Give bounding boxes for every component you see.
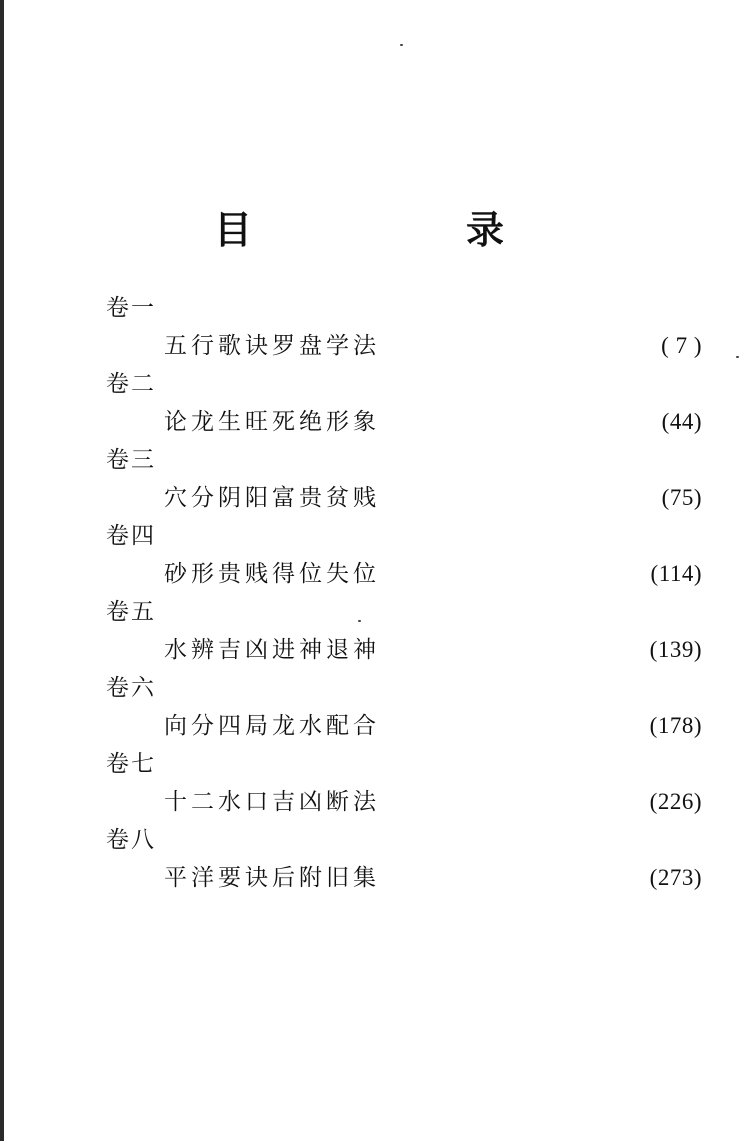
- entry-title: 论龙生旺死绝形象: [164, 409, 380, 435]
- table-of-contents: [106, 286, 706, 894]
- toc-entry[interactable]: [164, 860, 702, 896]
- page-number: (139): [649, 637, 702, 662]
- volume-label: 卷二: [106, 371, 156, 397]
- dot-leader: [396, 860, 642, 896]
- volume-label: 卷六: [106, 675, 156, 701]
- volume-label: 卷七: [106, 751, 156, 777]
- volume-label: 卷四: [106, 523, 156, 549]
- dot-leader: [396, 480, 654, 516]
- dot-leader: [396, 404, 654, 440]
- toc-entry[interactable]: [164, 708, 702, 744]
- toc-entry[interactable]: [164, 632, 702, 668]
- toc-entry[interactable]: [164, 480, 702, 516]
- toc-volume: [106, 666, 706, 742]
- toc-volume: [106, 438, 706, 514]
- page-number: (178): [649, 713, 702, 738]
- toc-entry[interactable]: [164, 404, 702, 440]
- toc-volume: [106, 590, 706, 666]
- scan-speck: [400, 44, 403, 46]
- entry-title: 五行歌诀罗盘学法: [164, 333, 380, 359]
- volume-label: 卷一: [106, 295, 156, 321]
- entry-title: 砂形贵贱得位失位: [164, 561, 380, 587]
- toc-entry[interactable]: [164, 784, 702, 820]
- page-number: (114): [650, 561, 702, 586]
- entry-title: 平洋要诀后附旧集: [164, 865, 380, 891]
- page-number: (273): [649, 865, 702, 890]
- page-title: 目 录: [213, 208, 592, 252]
- toc-volume: [106, 818, 706, 894]
- entry-title: 水辨吉凶进神退神: [164, 637, 380, 663]
- entry-title: 向分四局龙水配合: [164, 713, 380, 739]
- dot-leader: [396, 328, 653, 364]
- page-number: ( 7 ): [661, 333, 702, 358]
- toc-volume: [106, 514, 706, 590]
- page-number: (44): [661, 409, 702, 434]
- dot-leader: [396, 784, 642, 820]
- scan-speck: [736, 356, 739, 358]
- dot-leader: [396, 632, 642, 668]
- toc-volume: [106, 286, 706, 362]
- toc-volume: [106, 362, 706, 438]
- volume-label: 卷三: [106, 447, 156, 473]
- dot-leader: [396, 708, 642, 744]
- page-number: (75): [661, 485, 702, 510]
- entry-title: 穴分阴阳富贵贫贱: [164, 485, 380, 511]
- page-number: (226): [649, 789, 702, 814]
- entry-title: 十二水口吉凶断法: [164, 789, 380, 815]
- page-binding-edge: [0, 0, 4, 1141]
- toc-entry[interactable]: [164, 556, 702, 592]
- volume-label: 卷五: [106, 599, 156, 625]
- volume-label: 卷八: [106, 827, 156, 853]
- dot-leader: [396, 556, 643, 592]
- toc-entry[interactable]: [164, 328, 702, 364]
- toc-volume: [106, 742, 706, 818]
